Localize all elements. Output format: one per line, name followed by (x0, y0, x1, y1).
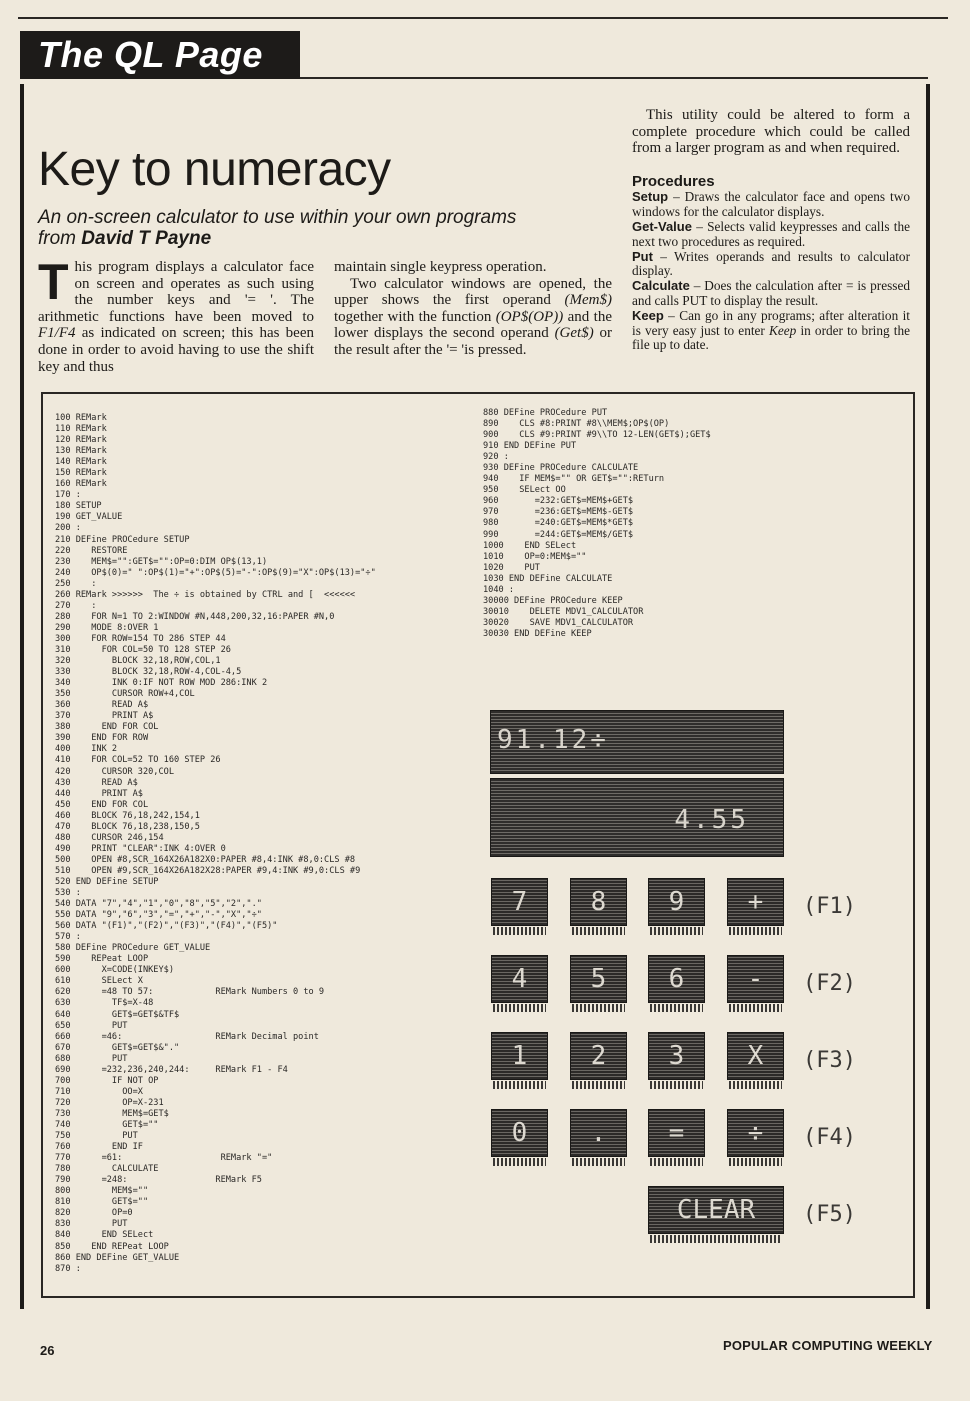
procedures-list (632, 190, 910, 353)
procedure-item (632, 250, 910, 280)
col1-keys: F1/F4 (38, 325, 76, 342)
code-line: 440 PRINT A$ (55, 788, 143, 799)
code-line: 30000 DEFine PROCedure KEEP (483, 595, 623, 606)
key-label: 0 (491, 1109, 548, 1157)
key-label: 7 (491, 878, 548, 926)
banner-rule (300, 77, 928, 79)
key-label: ÷ (727, 1109, 784, 1157)
col2-text-a: Two calculator windows are opened, the upper shows the first operand (334, 275, 612, 309)
code-line: 240 OP$(0)=" ":OP$(1)="+":OP$(5)="-":OP$(9)="X":OP$(13)="÷" (55, 567, 376, 578)
code-line: 980 =240:GET$=MEM$*GET$ (483, 518, 634, 529)
listing-left-column (55, 413, 376, 1275)
key-shadow (572, 1158, 625, 1166)
code-line: 690 =232,236,240,244: REMark F1 - F4 (55, 1064, 288, 1075)
col1-text-b: as indicated on screen; this has been done in order to avoid having to use the shift key and thus (38, 325, 314, 375)
top-rule (18, 17, 948, 19)
code-line: 1020 PUT (483, 562, 540, 573)
calculator-key (727, 1032, 784, 1090)
code-line: 350 CURSOR ROW+4,COL (55, 689, 195, 700)
code-line: 750 PUT (55, 1131, 138, 1142)
code-line: 1030 END DEFine CALCULATE (483, 573, 613, 584)
col2-text-c: and the lower displays the second operand (334, 308, 612, 342)
body-column-1 (38, 254, 314, 375)
code-line: 740 GET$="" (55, 1120, 159, 1130)
key-label: 4 (491, 955, 548, 1003)
code-line: 640 GET$=GET$&TF$ (55, 1009, 180, 1020)
function-key-label: (F3) (803, 1048, 856, 1073)
col2-get: (Get$) (554, 325, 594, 342)
key-shadow (572, 927, 625, 935)
code-line: 900 CLS #9:PRINT #9\\TO 12-LEN(GET$);GET$ (483, 430, 711, 441)
article-subtitle (38, 207, 598, 249)
key-label: CLEAR (648, 1186, 784, 1234)
function-key-label: (F2) (803, 971, 856, 996)
calculator-key (491, 1032, 548, 1090)
code-line: 480 CURSOR 246,154 (55, 832, 164, 843)
col2-mem: (Mem$) (564, 292, 612, 309)
code-line: 150 REMark (55, 468, 107, 479)
key-label: 3 (648, 1032, 705, 1080)
key-label: 1 (491, 1032, 548, 1080)
code-line: 860 END DEFine GET_VALUE (55, 1252, 180, 1263)
code-line: 270 : (55, 600, 97, 611)
code-line: 950 SELect OO (483, 485, 566, 496)
code-line: 580 DEFine PROCedure GET_VALUE (55, 943, 211, 954)
code-line: 530 : (55, 888, 81, 899)
display-lower-value: 4.55 (674, 805, 749, 835)
keep-word: Keep (769, 322, 797, 338)
code-line: 120 REMark (55, 435, 107, 446)
procedure-desc: – Does the calculation after = is pressed and calls PUT to display the result. (632, 278, 910, 308)
calculator-key (491, 1109, 548, 1167)
code-line: 670 GET$=GET$&"." (55, 1042, 180, 1053)
code-line: 30010 DELETE MDV1_CALCULATOR (483, 606, 644, 617)
code-line: 130 REMark (55, 446, 107, 457)
body-column-3 (632, 107, 910, 353)
col1-text-a: his program displays a calculator face on screen and operates as such using the number keys and '= '. The arithmetic functions have been moved to (38, 259, 314, 325)
col2-para-2 (334, 276, 612, 359)
procedure-item (632, 309, 910, 353)
function-key-label: (F5) (803, 1202, 856, 1227)
calculator-display-upper (490, 710, 784, 774)
procedure-item (632, 220, 910, 250)
function-key-label: (F1) (803, 894, 856, 919)
code-line: 780 CALCULATE (55, 1164, 159, 1175)
code-line: 390 END FOR ROW (55, 733, 149, 744)
key-shadow (729, 927, 782, 935)
code-line: 720 OP=X-231 (55, 1097, 164, 1108)
code-line: 540 DATA "7","4","1","0","8","5","2","." (55, 899, 262, 910)
code-line: 890 CLS #8:PRINT #8\\MEM$;OP$(OP) (483, 419, 670, 430)
key-label: 9 (648, 878, 705, 926)
code-line: 810 GET$="" (55, 1197, 149, 1208)
calculator-key (727, 955, 784, 1013)
code-line: 230 MEM$="":GET$="":OP=0:DIM OP$(13,1) (55, 556, 268, 567)
code-line: 730 MEM$=GET$ (55, 1108, 169, 1119)
clear-key (648, 1186, 784, 1244)
code-line: 610 SELect X (55, 976, 143, 987)
code-line: 310 FOR COL=50 TO 128 STEP 26 (55, 644, 231, 655)
procedure-item (632, 279, 910, 309)
code-line: 280 FOR N=1 TO 2:WINDOW #N,448,200,32,16:PAPER #N,0 (55, 611, 335, 622)
code-line: 910 END DEFine PUT (483, 441, 577, 452)
code-line: 620 =48 TO 57: REMark Numbers 0 to 9 (55, 987, 325, 998)
code-line: 100 REMark (55, 413, 107, 423)
procedure-desc: – Draws the calculator face and opens two windows for the calculator displays. (632, 189, 910, 220)
procedure-name: Get-Value (632, 218, 692, 234)
code-line: 400 INK 2 (55, 744, 118, 755)
col2-text-d: or the result after the '= 'is pressed. (334, 325, 613, 358)
key-shadow (650, 927, 703, 935)
procedure-name: Setup (632, 189, 669, 205)
procedure-name: Put (632, 248, 653, 264)
code-line: 30030 END DEFine KEEP (483, 628, 592, 639)
function-key-label: (F4) (803, 1125, 856, 1150)
calculator-key (570, 1032, 627, 1090)
code-line: 110 REMark (55, 424, 107, 435)
code-line: 790 =248: REMark F5 (55, 1175, 262, 1186)
code-line: 250 : (55, 578, 97, 589)
key-shadow (493, 927, 546, 935)
code-line: 380 END FOR COL (55, 722, 159, 733)
code-line: 590 REPeat LOOP (55, 954, 149, 965)
code-line: 260 REMark >>>>>> The ÷ is obtained by CTRL and [ <<<<<< (55, 589, 356, 600)
code-line: 290 MODE 8:OVER 1 (55, 622, 159, 633)
code-line: 770 =61: REMark "=" (55, 1153, 273, 1164)
code-line: 560 DATA "(F1)","(F2)","(F3)","(F4)","(F5)" (55, 921, 278, 932)
code-line: 500 OPEN #8,SCR_164X26A182X0:PAPER #8,4:INK #8,0:CLS #8 (55, 854, 356, 865)
author-name: David T Payne (81, 228, 212, 249)
key-label: . (570, 1109, 627, 1157)
col3-intro: This utility could be altered to form a complete procedure which could be called from a larger program as and when required. (632, 107, 910, 157)
key-label: 2 (570, 1032, 627, 1080)
code-line: 360 READ A$ (55, 700, 149, 711)
procedures-heading: Procedures (632, 172, 715, 190)
code-line: 210 DEFine PROCedure SETUP (55, 534, 190, 545)
code-line: 340 INK 0:IF NOT ROW MOD 286:INK 2 (55, 678, 268, 689)
code-line: 850 END REPeat LOOP (55, 1241, 169, 1252)
code-line: 1040 : (483, 584, 515, 595)
calculator-key (727, 878, 784, 936)
procedure-desc: – Selects valid keypresses and calls the next two procedures as required. (632, 218, 910, 249)
procedure-desc: – Can go in any programs; after alteration it is very easy just to enter (632, 307, 910, 338)
key-shadow (650, 1081, 703, 1089)
body-column-2 (334, 259, 612, 359)
key-shadow (572, 1081, 625, 1089)
calculator-display-lower (490, 778, 784, 857)
key-label: X (727, 1032, 784, 1080)
code-line: 760 END IF (55, 1142, 143, 1153)
code-line: 420 CURSOR 320,COL (55, 766, 174, 777)
key-label: + (727, 878, 784, 926)
key-shadow (493, 1158, 546, 1166)
calculator-key (648, 1109, 705, 1167)
key-shadow (650, 1004, 703, 1012)
key-label: 5 (570, 955, 627, 1003)
calculator-key (570, 1109, 627, 1167)
code-line: 510 OPEN #9,SCR_164X26A182X28:PAPER #9,4:INK #9,0:CLS #9 (55, 865, 361, 876)
procedure-name: Calculate (632, 278, 690, 294)
code-line: 220 RESTORE (55, 545, 128, 556)
col2-text-b: together with the function (334, 308, 496, 325)
code-line: 960 =232:GET$=MEM$+GET$ (483, 496, 634, 507)
code-line: 800 MEM$="" (55, 1186, 149, 1197)
code-line: 450 END FOR COL (55, 799, 149, 810)
code-line: 830 PUT (55, 1219, 128, 1230)
code-line: 320 BLOCK 32,18,ROW,COL,1 (55, 656, 221, 667)
code-line: 1000 END SELect (483, 540, 577, 551)
section-banner: The QL Page (20, 31, 300, 79)
calculator-key (491, 878, 548, 936)
code-line: 570 : (55, 932, 81, 943)
key-shadow (729, 1004, 782, 1012)
code-line: 180 SETUP (55, 501, 102, 512)
code-line: 820 OP=0 (55, 1208, 133, 1219)
code-line: 170 : (55, 490, 81, 501)
code-line: 140 REMark (55, 457, 107, 468)
code-line: 680 PUT (55, 1053, 128, 1064)
key-label: - (727, 955, 784, 1003)
procedure-item (632, 190, 910, 220)
key-shadow (729, 1081, 782, 1089)
code-line: 460 BLOCK 76,18,242,154,1 (55, 810, 200, 821)
code-line: 370 PRINT A$ (55, 711, 154, 722)
code-line: 410 FOR COL=52 TO 160 STEP 26 (55, 755, 221, 766)
calculator-key (570, 955, 627, 1013)
code-line: 490 PRINT "CLEAR":INK 4:OVER 0 (55, 843, 226, 854)
key-shadow (650, 1158, 703, 1166)
code-line: 940 IF MEM$="" OR GET$="":RETurn (483, 474, 665, 485)
display-upper-value: 91.12÷ (497, 725, 609, 755)
code-line: 990 =244:GET$=MEM$/GET$ (483, 529, 634, 540)
code-line: 970 =236:GET$=MEM$-GET$ (483, 507, 634, 518)
keep-tail: in order to bring the file up to date. (632, 322, 910, 353)
code-line: 190 GET_VALUE (55, 512, 123, 523)
calculator-key (491, 955, 548, 1013)
key-shadow (493, 1081, 546, 1089)
key-shadow (729, 1158, 782, 1166)
drop-cap: T (38, 254, 69, 310)
code-line: 550 DATA "9","6","3","=","+","-","X","÷" (55, 910, 262, 921)
article-title: Key to numeracy (38, 143, 391, 196)
code-line: 430 READ A$ (55, 777, 138, 788)
code-line: 1010 OP=0:MEM$="" (483, 551, 587, 562)
code-line: 30020 SAVE MDV1_CALCULATOR (483, 617, 634, 628)
key-label: 6 (648, 955, 705, 1003)
subtitle-text: An on-screen calculator to use within your own programs (38, 207, 517, 228)
code-line: 660 =46: REMark Decimal point (55, 1031, 319, 1042)
col2-op: (OP$(OP)) (495, 308, 564, 325)
calculator-key (648, 955, 705, 1013)
calculator-key (570, 878, 627, 936)
key-label: 8 (570, 878, 627, 926)
key-shadow (650, 1235, 782, 1243)
code-line: 330 BLOCK 32,18,ROW-4,COL-4,5 (55, 667, 242, 678)
key-label: = (648, 1109, 705, 1157)
code-line: 600 X=CODE(INKEY$) (55, 965, 174, 976)
code-line: 840 END SELect (55, 1230, 154, 1241)
code-line: 920 : (483, 452, 509, 463)
code-line: 200 : (55, 523, 81, 534)
code-line: 300 FOR ROW=154 TO 286 STEP 44 (55, 633, 226, 644)
code-line: 880 DEFine PROCedure PUT (483, 408, 608, 418)
col2-para-1: maintain single keypress operation. (334, 259, 547, 275)
code-line: 710 OO=X (55, 1086, 143, 1097)
code-line: 470 BLOCK 76,18,238,150,5 (55, 821, 200, 832)
procedure-name: Keep (632, 307, 664, 323)
code-line: 630 TF$=X-48 (55, 998, 154, 1009)
publication-name: POPULAR COMPUTING WEEKLY (723, 1338, 933, 1353)
code-line: 930 DEFine PROCedure CALCULATE (483, 463, 639, 474)
code-line: 700 IF NOT OP (55, 1075, 159, 1086)
calculator-key (727, 1109, 784, 1167)
listing-right-column (483, 408, 711, 640)
page-number: 26 (40, 1343, 55, 1358)
code-line: 870 : (55, 1263, 81, 1274)
code-line: 650 PUT (55, 1020, 128, 1031)
byline-prefix: from (38, 228, 82, 249)
key-shadow (572, 1004, 625, 1012)
procedure-desc: – Writes operands and results to calculator display. (632, 248, 910, 279)
code-line: 520 END DEFine SETUP (55, 876, 159, 887)
code-line: 160 REMark (55, 479, 107, 490)
calculator-key (648, 1032, 705, 1090)
calculator-key (648, 878, 705, 936)
key-shadow (493, 1004, 546, 1012)
